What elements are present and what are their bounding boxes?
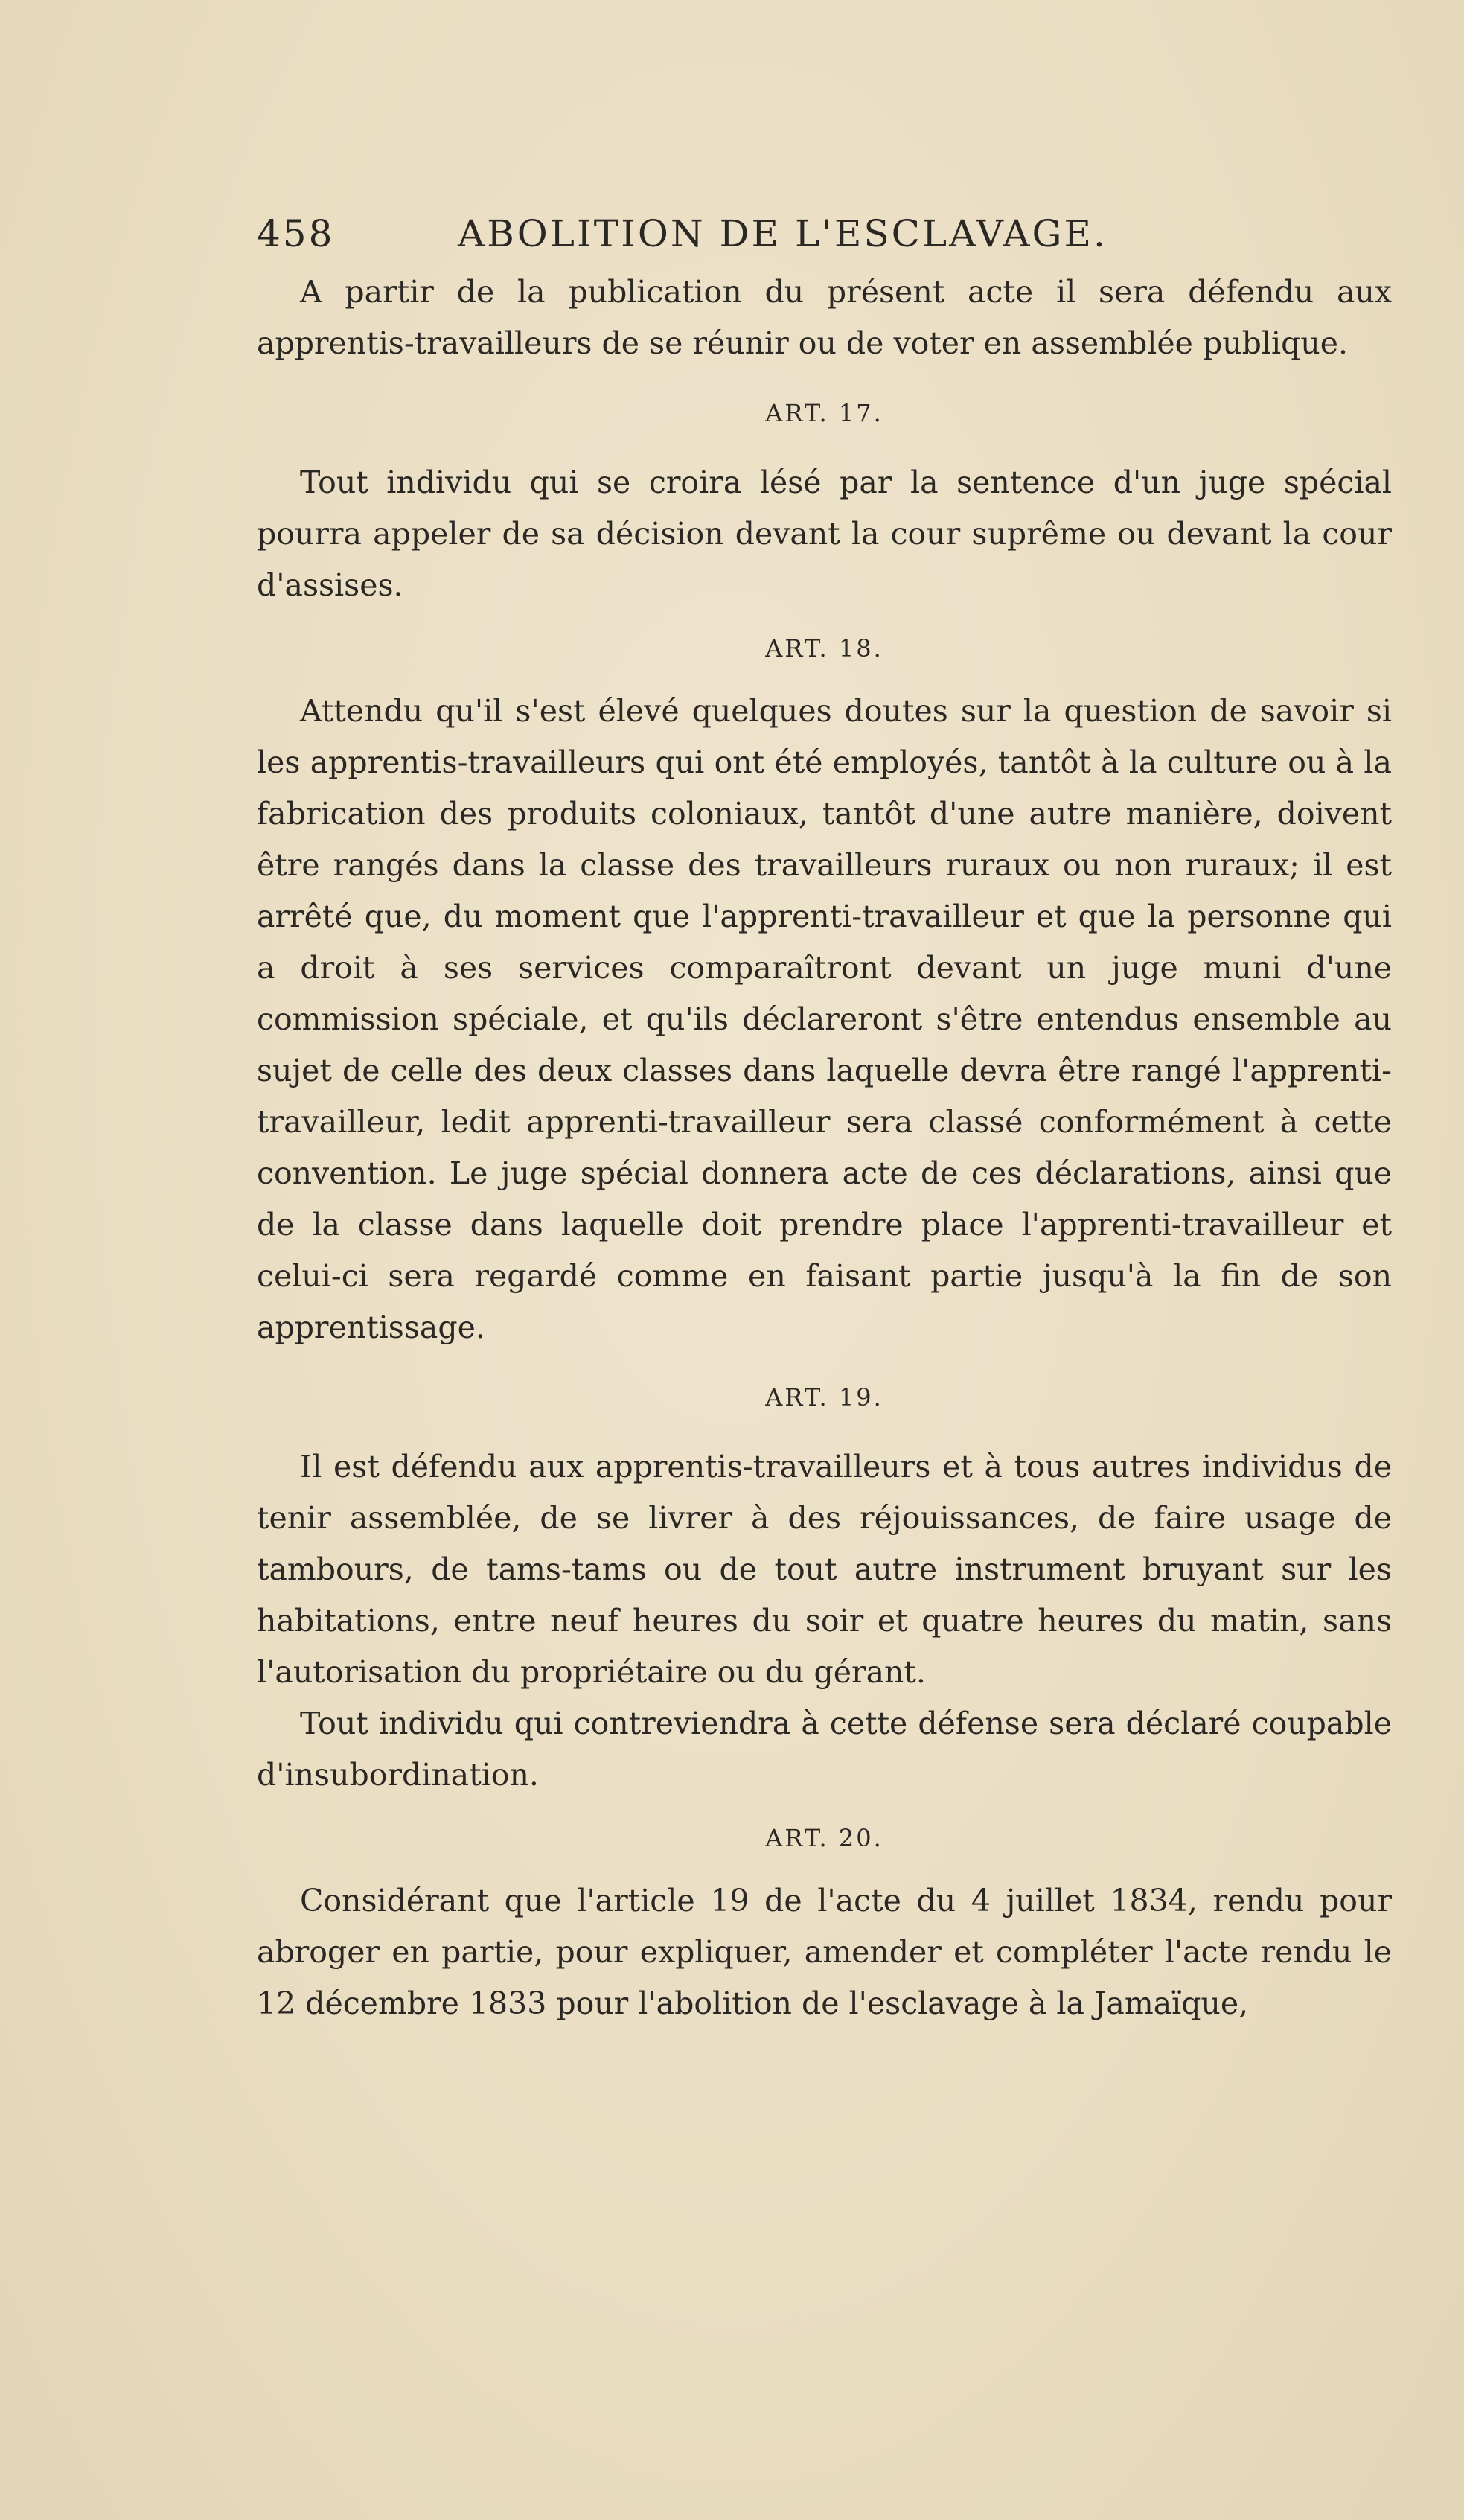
article-20-text: Considérant que l'article 19 de l'acte du 4 juillet 1834, rendu pour abroger en partie, pour expliquer, amender et compléter l'acte rendu le 12 décembre 1833 pour l'abolition de l'esclavage à la Jamaïque, <box>257 1883 1392 2021</box>
article-18-text: Attendu qu'il s'est élevé quelques doutes sur la question de savoir si les apprentis-travailleurs qui ont été employés, tantôt à la culture ou à la fabrication des produits coloniaux, tantôt d'une autre manière, doivent être rangés dans la classe des travailleurs ruraux ou non ruraux; il est arrêté que, du moment que l'apprenti-travailleur et que la personne qui a droit à ses services comparaîtront devant un juge muni d'une commission spéciale, et qu'ils déclareront s'être entendus ensemble au sujet de celle des deux classes dans laquelle devra être rangé l'apprenti-travailleur, ledit apprenti-travailleur sera classé conformément à cette convention. Le juge spécial donnera acte de ces déclarations, ainsi que de la classe dans laquelle doit prendre place l'apprenti-travailleur et celui-ci sera regardé comme en faisant partie jusqu'à la fin de son apprentissage. <box>257 693 1392 1345</box>
running-title: ABOLITION DE L'ESCLAVAGE. <box>458 212 1107 255</box>
page-number: 458 <box>257 212 335 255</box>
running-head <box>257 201 1392 267</box>
article-18-heading: ART. 18. <box>765 634 883 663</box>
text-block <box>257 201 1392 2029</box>
article-17-text: Tout individu qui se croira lésé par la sentence d'un juge spécial pourra appeler de sa décision devant la cour suprême ou devant la cour d'assises. <box>257 465 1392 603</box>
article-19-text-1: Il est défendu aux apprentis-travailleurs et à tous autres individus de tenir assemblée, de se livrer à des réjouissances, de faire usage de tambours, de tams-tams ou de tout autre instrument bruyant sur les habitations, entre neuf heures du soir et quatre heures du matin, sans l'autorisation du propriétaire ou du gérant. <box>257 1449 1392 1690</box>
paragraph-intro: A partir de la publication du présent acte il sera défendu aux apprentis-travailleurs de se réunir ou de voter en assemblée publique. <box>257 274 1392 361</box>
article-19-heading: ART. 19. <box>765 1383 883 1411</box>
article-19-text-2: Tout individu qui contreviendra à cette défense sera déclaré coupable d'insubordination. <box>257 1706 1392 1793</box>
article-20-heading: ART. 20. <box>765 1824 883 1852</box>
article-17-heading: ART. 17. <box>765 399 883 427</box>
